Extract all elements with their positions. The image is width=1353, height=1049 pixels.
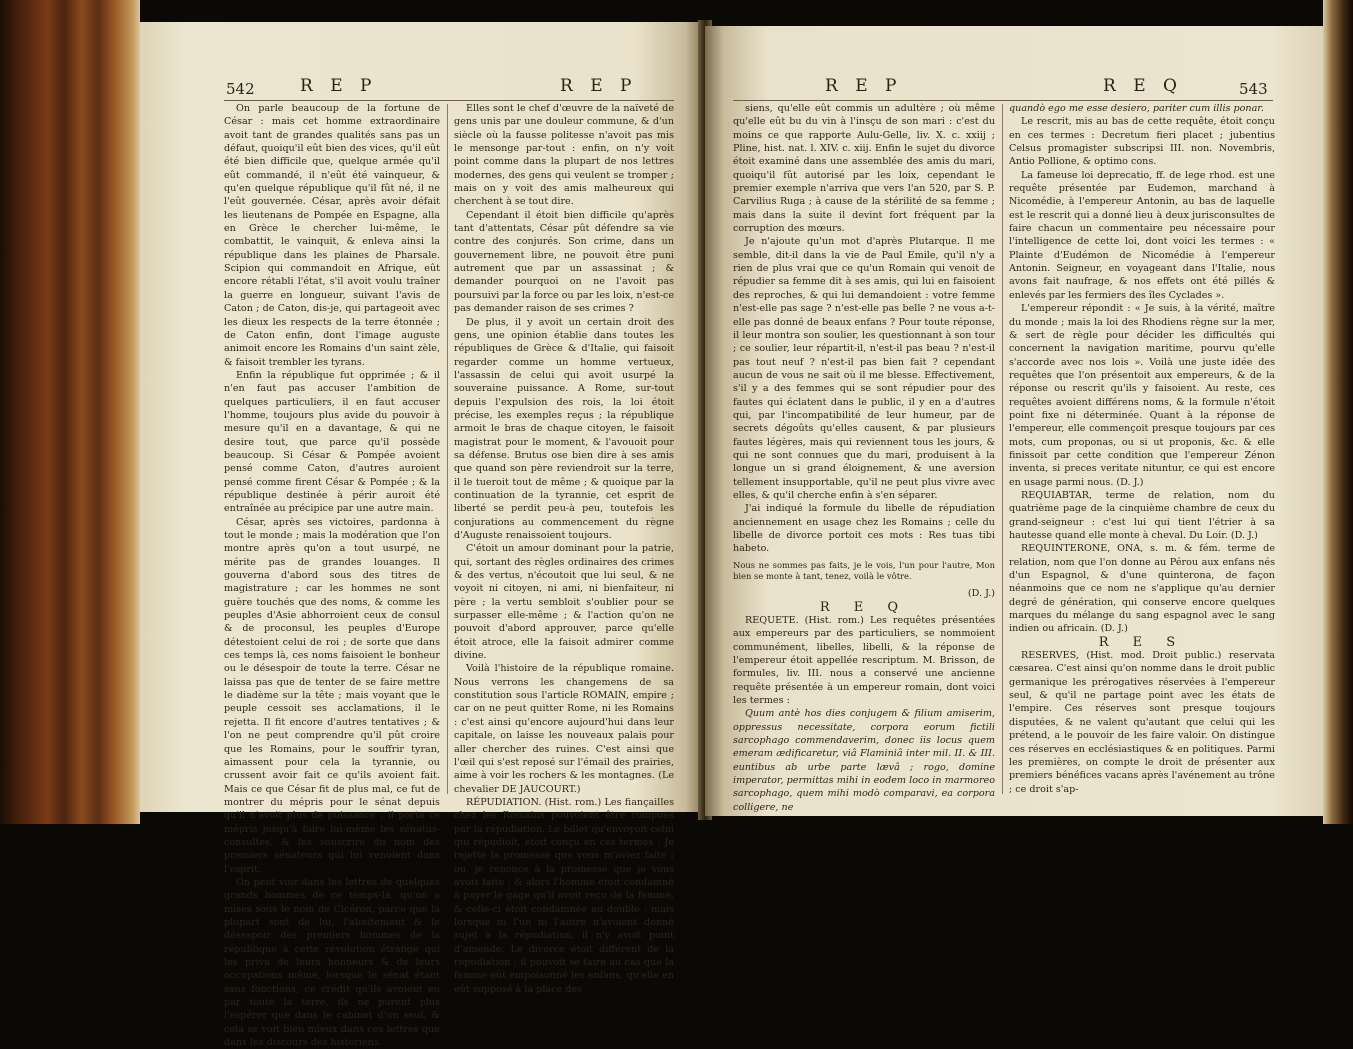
- right-page-column-1: [733, 102, 995, 813]
- paragraph: Le rescrit, mis au bas de cette requête, étoit conçu en ces termes : Decretum fieri placet ; jubentius Celsus promagister subscripsi III. non. Novembris, Antio Pollione, & optimo cons.: [1009, 116, 1275, 168]
- paragraph: REQUIABTAR, terme de relation, nom du quatrième page de la cinquième chambre de ceux du grand-seigneur : c'est lui qui tient l'étrier à sa hautesse quand elle monte à cheval. Du Loir. (D. J.): [1009, 489, 1275, 541]
- left-page: [140, 22, 702, 1049]
- paragraph: RÉPUDIATION. (Hist. rom.) Les fiançailles chez les Romains pouvoient être rompues par la répudiation. Le billet qu'envoyoit celui qui répudioit, étoit conçu en ces termes : Je rejette la promesse que vous m'aviez faite ; ou, je renonce à la promesse que je vous avois faite : & alors l'homme étoit condamné à payer le gage qu'il avoit reçu de la femme, & celle-ci étoit condamnée au double ; mais lorsque ni l'un ni l'autre n'avoient donné sujet à la répudiation, il n'y avoit point d'amende. Le divorce étoit différent de la répudiation ; il pouvoit se faire au cas que la femme eût empoisonné les enfans, qu'elle en eût supposé à la place des: [454, 796, 674, 995]
- paragraph: L'empereur répondit : « Je suis, à la vérité, maître du monde ; mais la loi des Rhodiens règne sur la mer, & sert de règle pour décider les difficultés qui concernent la navigation maritime, pourvu qu'elle s'accorde avec nos lois ». Voilà une juste idée des requêtes que l'on présentoit aux empereurs, & de la réponse ou rescrit qu'ils y faisoient. Au reste, ces requêtes avoient différens noms, & la formule n'étoit point fixe ni déterminée. Quant à la réponse de l'empereur, elle commençoit presque toujours par ces mots, cum proponas, ou si ut proponis, &c. & elle finissoit par cette condition que l'empereur Zénon inventa, si preces veritate nituntur, ce qui est encore en usage parmi nous. (D. J.): [1009, 303, 1275, 488]
- paragraph: De plus, il y avoit un certain droit des gens, une opinion établie dans toutes les républiques de Grèce & d'Italie, qui faisoit regarder comme un homme vertueux, l'assassin de celui qui avoit usurpé la souveraine puissance. A Rome, sur-tout depuis l'expulsion des rois, la loi étoit précise, les exemples reçus ; la république armoit le bras de chaque citoyen, le faisoit magistrat pour le moment, & l'avouoit pour sa défense. Brutus ose bien dire à ses amis que quand son père reviendroit sur la terre, il le tueroit tout de même ; & quoique par la continuation de la tyrannie, cet esprit de liberté se perdit peu-à peu, toutefois les conjurations au commencement du règne d'Auguste renaissoient toujours.: [454, 316, 674, 541]
- paragraph: C'étoit un amour dominant pour la patrie, qui, sortant des règles ordinaires des crimes & des vertus, n'écoutoit que lui seul, & ne voyoit ni citoyen, ni ami, ni bienfaiteur, ni père ; la vertu sembloit s'oublier pour se surpasser elle-même ; & l'action qu'on ne pouvoit d'abord approuver, parce qu'elle étoit atroce, elle la faisoit admirer comme divine.: [454, 543, 674, 662]
- running-header-left-col1: R E P: [300, 76, 378, 96]
- paragraph: Elles sont le chef d'œuvre de la naïveté de gens unis par une douleur commune, & d'un siècle où la fausse politesse n'avoit pas mis le mensonge par-tout : enfin, on n'y voit point comme dans la plupart de nos lettres modernes, des gens qui veulent se tromper ; mais on y voit des amis malheureux qui cherchent à se tout dire.: [454, 103, 674, 208]
- column-divider-right: [1002, 104, 1003, 794]
- paragraph: REQUETE. (Hist. rom.) Les requêtes présentées aux empereurs par des particuliers, se nommoient communément, libelles, libelli, & la réponse de l'empereur étoit appellée rescriptum. M. Brisson, de formules, liv. III. nous a conservé une ancienne requête présentée à un empereur romain, dont voici les termes :: [733, 614, 995, 707]
- header-rule-right: [733, 100, 1273, 101]
- paragraph: On peut voir dans les lettres de quelques grands hommes de ce temps-là, qu'on a mises sous le nom de Cicéron, parce que la plupart sont de lui, l'abattement & le désespoir des premiers hommes de la république à cette révolution étrange qui les priva de leurs honneurs & de leurs occupations même, lorsque le sénat étant sans fonctions, ce crédit qu'ils avoient eu par toute la terre, ils ne purent plus l'espérer que dans le cabinet d'un seul, & cela se voit bien mieux dans ces lettres que dans les discours des historiens.: [224, 876, 440, 1049]
- paragraph: Enfin la république fut opprimée ; & il n'en faut pas accuser l'ambition de quelques particuliers, il en faut accuser l'homme, toujours plus avide du pouvoir à mesure qu'il en a davantage, & qui ne desire tout, que parce qu'il possède beaucoup. Si César & Pompée avoient pensé comme Caton, d'autres auroient pensé comme firent César & Pompée ; & la république destinée à périr auroit été entraînée au précipice par une autre main.: [224, 369, 440, 515]
- paragraph: siens, qu'elle eût commis un adultère ; où même qu'elle eût bu du vin à l'insçu de son mari : c'est du moins ce que rapporte Aulu-Gelle, liv. X. c. xxiij ; Pline, hist. nat. l. XIV. c. xiij. Enfin le sujet du divorce étoit examiné dans une assemblée des amis du mari, quoiqu'il fût autorisé par les loix, cependant le premier exemple n'arriva que vers l'an 520, par S. P. Carvilius Ruga ; à cause de la stérilité de sa femme ; mais dans la suite il devint fort fréquent par la corruption des mœurs.: [733, 103, 995, 235]
- book-edge-right: [1323, 0, 1353, 824]
- section-heading-res: R E S: [1098, 634, 1186, 650]
- attribution: (D. J.): [967, 588, 995, 600]
- paragraph: J'ai indiqué la formule du libelle de répudiation anciennement en usage chez les Romains ; celle du libelle de divorce portoit ces mots : Res tuas tibi habeto.: [733, 503, 995, 555]
- paragraph: Voilà l'histoire de la république romaine. Nous verrons les changemens de sa constitution sous l'article ROMAIN, empire ; car on ne peut quitter Rome, ni les Romains : c'est ainsi qu'encore aujourd'hui dans leur capitale, on laisse les nouveaux palais pour aller chercher des ruines. C'est ainsi que l'œil qui s'est reposé sur l'émail des prairies, aime à voir les rochers & les montagnes. (Le chevalier DE JAUCOURT.): [454, 663, 674, 795]
- verse-quote: Nous ne sommes pas faits, je le vois, l'un pour l'autre, Mon bien se monte à tant, tenez, voilà le vôtre.: [733, 559, 995, 582]
- running-header-right-col2: R E Q: [1103, 76, 1183, 96]
- paragraph: On parle beaucoup de la fortune de César : mais cet homme extraordinaire avoit tant de grandes qualités sans pas un défaut, quoiqu'il eût bien des vices, qu'il eût été bien difficile que, quelque armée qu'il eût commandé, il n'eût été vainqueur, & qu'en quelque république qu'il fût né, il ne l'eût gouvernée. César, après avoir défait les lieutenans de Pompée en Espagne, alla en Grèce le chercher lui-même, le combattit, le vainquit, & enleva ainsi la république dans les plaines de Pharsale. Scipion qui commandoit en Afrique, eût encore rétabli l'état, s'il avoit voulu traîner la guerre en longueur, suivant l'avis de Caton ; de Caton, dis-je, qui partageoit avec les dieux les respects de la terre étonnée ; de Caton enfin, dont l'image auguste animoit encore les Romains d'un saint zèle, & faisoit trembler les tyrans.: [224, 103, 440, 368]
- paragraph: La fameuse loi deprecatio, ff. de lege rhod. est une requête présentée par Eudemon, marchand à Nicomédie, à l'empereur Antonin, au bas de laquelle est le rescrit qui a donné lieu à deux jurisconsultes de faire chacun un commentaire peu nécessaire pour l'intelligence de cette loi, dont voici les termes : « Plainte d'Eudémon de Nicomédie à l'empereur Antonin. Seigneur, en voyageant dans l'Italie, nous avons fait naufrage, & nos effets ont été pillés & enlevés par les fermiers des îles Cyclades ».: [1009, 169, 1275, 301]
- paragraph: REQUINTERONE, ONA, s. m. & fém. terme de relation, nom que l'on donne au Pérou aux enfans nés d'un Espagnol, & d'une quinterona, de façon néanmoins que ce nom ne s'applique qu'au dernier degré de génération, qui conserve encore quelques marques du mélange du sang espagnol avec le sang indien ou africain. (D. J.): [1009, 543, 1275, 635]
- latin-quote: Quum antè hos dies conjugem & filium amiserim, oppressus necessitate, corpora eorum fictili sarcophago commendaverim, donec iis locus quem emeram ædificaretur, viâ Flaminiâ inter mil. II. & III. euntibus ab urbe parte lævâ ; rogo, domine imperator, permittas mihi in eodem loco in marmoreo sarcophago, quem mihi modò comparavi, ea corpora colligere, ne: [733, 708, 995, 813]
- book-edge-left: [0, 0, 140, 824]
- paragraph: quandò ego me esse desiero, pariter cum illis ponar.: [1009, 103, 1264, 114]
- right-page: [705, 26, 1323, 816]
- left-page-column-2: [454, 102, 674, 995]
- left-page-column-1: [224, 102, 440, 1049]
- paragraph: César, après ses victoires, pardonna à tout le monde ; mais la modération que l'on montre après qu'on a tout usurpé, ne mérite pas de grandes louanges. Il gouverna d'abord sous des titres de magistrature ; car les hommes ne sont guère touchés que des noms, & comme les peuples d'Asie abhorroient ceux de consul & de proconsul, les peuples d'Europe détestoient celui de roi ; de sorte que dans ces temps là, ces noms faisoient le bonheur ou le désespoir de toute la terre. César ne laissa pas que de tenter de se faire mettre le diadème sur la tête ; mais voyant que le peuple cessoit ses acclamations, il le rejetta. Il fit encore d'autres tentatives ; & l'on ne peut comprendre qu'il pût croire que les Romains, pour le souffrir tyran, aimassent pour cela la tyrannie, ou crussent avoir fait ce qu'ils avoient fait. Mais ce que César fit de plus mal, ce fut de montrer du mépris pour le sénat depuis qu'il n'avoit plus de puissance ; il porta ce mépris jusqu'à faire lui-même les sénatus-consultes, & les souscrire du nom des premiers sénateurs qui lui venoient dans l'esprit.: [224, 516, 440, 875]
- page-number-right: 543: [1239, 80, 1268, 98]
- running-header-left-col2: R E P: [560, 76, 638, 96]
- section-heading-req: R E Q: [819, 599, 909, 615]
- header-rule-left: [224, 100, 674, 101]
- paragraph: Je n'ajoute qu'un mot d'après Plutarque. Il me semble, dit-il dans la vie de Paul Emile, qu'il n'y a rien de plus vrai que ce qu'un Romain qui venoit de répudier sa femme dit à ses amis, qui lui en faisoient des reproches, & qui lui demandoient : votre femme n'est-elle pas sage ? n'est-elle pas belle ? ne vous a-t-elle pas donné de beaux enfans ? Pour toute réponse, il leur montra son soulier, les questionnant à son tour ; ce soulier, leur répartit-il, n'est-il pas beau ? n'est-il pas tout neuf ? n'est-il pas bien fait ? cependant aucun de vous ne sait où il me blesse. Effectivement, s'il y a des femmes qui se sont répudier pour des fautes qui éclatent dans le public, il y en a d'autres qui, par l'incompatibilité de leur humeur, par de secrets dégoûts qu'elles causent, & par plusieurs fautes légères, mais qui reviennent tous les jours, & qui ne sont connues que du mari, produisent à la longue un si grand éloignement, & une aversion tellement insupportable, qu'il ne peut plus vivre avec elles, & qu'il cherche enfin à s'en séparer.: [733, 236, 995, 501]
- column-divider-left: [447, 104, 448, 794]
- page-number-left: 542: [226, 80, 255, 98]
- paragraph: RESERVES, (Hist. mod. Droit public.) reservata cæsarea. C'est ainsi qu'on nomme dans le droit public germanique les prérogatives réservées à l'empereur seul, & qu'il ne partage point avec les états de l'empire. Ces réserves sont presque toujours disputées, & ne valent qu'autant que celui qui les prétend, a le pouvoir de les faire valoir. On distingue ces réserves en ecclésiastiques & en politiques. Parmi les premières, on compte le droit de présenter aux premiers bénéfices vacans après l'avénement au trône ; ce droit s'ap-: [1009, 650, 1275, 795]
- running-header-right-col1: R E P: [825, 76, 903, 96]
- paragraph: Cependant il étoit bien difficile qu'après tant d'attentats, César pût défendre sa vie contre des conjurés. Son crime, dans un gouvernement libre, ne pouvoit être puni autrement que par un assassinat ; & demander pourquoi on ne l'avoit pas poursuivi par la force ou par les loix, n'est-ce pas demander raison de ses crimes ?: [454, 209, 674, 315]
- right-page-column-2: [1009, 102, 1275, 802]
